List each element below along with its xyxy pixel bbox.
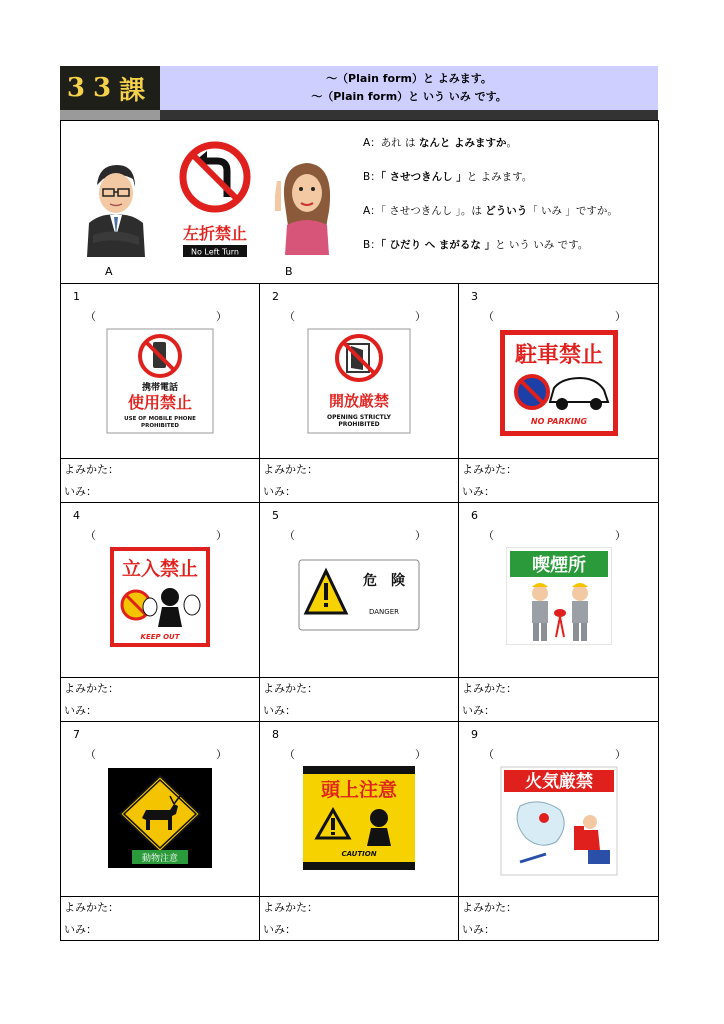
sign-cell-1 bbox=[61, 284, 260, 458]
sign-cell-2 bbox=[260, 284, 459, 458]
sign-label-english: No Left Turn bbox=[191, 247, 239, 257]
sign-number: 3 bbox=[471, 290, 478, 303]
answer-cell-1[interactable] bbox=[61, 459, 260, 502]
meaning-label: いみ： bbox=[64, 704, 97, 717]
paren-close: ） bbox=[216, 529, 227, 542]
lesson-number-box bbox=[60, 66, 160, 110]
lesson-underbar bbox=[60, 110, 160, 120]
answer-row-1 bbox=[61, 459, 658, 503]
meaning-label: いみ： bbox=[462, 923, 495, 936]
paren-open: （ bbox=[85, 529, 96, 542]
sign-row-3 bbox=[61, 722, 658, 897]
answer-row-2 bbox=[61, 678, 658, 722]
reading-label: よみかた： bbox=[462, 463, 517, 476]
sign-cell-4 bbox=[61, 503, 260, 677]
meaning-label: いみ： bbox=[263, 923, 296, 936]
reading-label: よみかた： bbox=[64, 463, 119, 476]
svg-text:USE OF MOBILE PHONE: USE OF MOBILE PHONE bbox=[124, 416, 196, 422]
paren-open: （ bbox=[284, 529, 295, 542]
worksheet-page bbox=[60, 66, 658, 936]
paren-open: （ bbox=[284, 748, 295, 761]
intro-section bbox=[61, 121, 658, 284]
svg-text:NO PARKING: NO PARKING bbox=[530, 417, 587, 426]
answer-row-3 bbox=[61, 897, 658, 940]
meaning-label: いみ： bbox=[64, 485, 97, 498]
answer-cell-3[interactable] bbox=[459, 459, 658, 502]
lesson-kanji: 課 bbox=[119, 75, 154, 106]
paren-close: ） bbox=[615, 310, 626, 323]
label-b: B bbox=[285, 265, 293, 278]
answer-cell-4[interactable] bbox=[61, 678, 260, 721]
sign-text-jp: 喫煙所 bbox=[531, 555, 586, 576]
sign-number: 5 bbox=[272, 509, 279, 522]
sign-text-jp: 使用禁止 bbox=[127, 393, 193, 412]
sign-cell-5 bbox=[260, 503, 459, 677]
paren-close: ） bbox=[615, 529, 626, 542]
svg-text:KEEP OUT: KEEP OUT bbox=[140, 633, 180, 641]
dialogue-line-2: B：「 させつきんし 」と よみます。 bbox=[363, 171, 533, 183]
no-parking-sign bbox=[500, 330, 618, 436]
sign-number: 4 bbox=[73, 509, 80, 522]
meaning-label: いみ： bbox=[263, 704, 296, 717]
sign-number: 8 bbox=[272, 728, 279, 741]
keep-out-sign bbox=[110, 547, 210, 647]
title-line-2: ～（Plain form）と いう いみ です。 bbox=[311, 90, 507, 103]
paren-open: （ bbox=[483, 529, 494, 542]
sign-cell-3 bbox=[459, 284, 658, 458]
answer-cell-2[interactable] bbox=[260, 459, 459, 502]
person-b-illustration bbox=[271, 155, 341, 255]
paren-open: （ bbox=[85, 310, 96, 323]
svg-text:PROHIBITED: PROHIBITED bbox=[338, 421, 380, 428]
svg-text:PROHIBITED: PROHIBITED bbox=[141, 423, 179, 429]
opening-prohibited-sign bbox=[307, 328, 411, 434]
mobile-phone-prohibited-sign bbox=[106, 328, 214, 434]
reading-label: よみかた： bbox=[263, 682, 318, 695]
reading-label: よみかた： bbox=[263, 463, 318, 476]
no-left-turn-sign bbox=[177, 141, 253, 261]
sign-number: 2 bbox=[272, 290, 279, 303]
sign-number: 9 bbox=[471, 728, 478, 741]
reading-label: よみかた： bbox=[462, 682, 517, 695]
answer-cell-9[interactable] bbox=[459, 897, 658, 940]
paren-close: ） bbox=[415, 310, 426, 323]
sign-text-jp: 駐車禁止 bbox=[514, 343, 603, 368]
danger-sign bbox=[298, 559, 420, 631]
paren-close: ） bbox=[216, 310, 227, 323]
sign-number: 6 bbox=[471, 509, 478, 522]
sign-text-jp: 頭上注意 bbox=[320, 779, 398, 801]
answer-cell-7[interactable] bbox=[61, 897, 260, 940]
sign-row-2 bbox=[61, 503, 658, 678]
header bbox=[60, 66, 658, 120]
sign-text-jp: 火気厳禁 bbox=[524, 772, 593, 792]
lesson-number: 33 bbox=[66, 73, 120, 103]
sign-text-jp: 開放厳禁 bbox=[328, 392, 390, 410]
paren-open: （ bbox=[85, 748, 96, 761]
sign-cell-6 bbox=[459, 503, 658, 677]
paren-close: ） bbox=[415, 529, 426, 542]
paren-close: ） bbox=[415, 748, 426, 761]
sign-text-jp: 危 険 bbox=[363, 573, 405, 589]
paren-open: （ bbox=[483, 310, 494, 323]
meaning-label: いみ： bbox=[462, 704, 495, 717]
paren-close: ） bbox=[216, 748, 227, 761]
paren-close: ） bbox=[615, 748, 626, 761]
dialogue-line-1: A：あれ は なんと よみますか。 bbox=[363, 137, 518, 149]
exercise-grid bbox=[60, 120, 659, 941]
svg-text:CAUTION: CAUTION bbox=[341, 850, 377, 858]
sign-cell-9 bbox=[459, 722, 658, 896]
animal-crossing-sign bbox=[108, 768, 212, 868]
svg-text:DANGER: DANGER bbox=[368, 608, 400, 616]
label-a: A bbox=[105, 265, 113, 278]
answer-cell-8[interactable] bbox=[260, 897, 459, 940]
reading-label: よみかた： bbox=[64, 901, 119, 914]
person-a-illustration bbox=[79, 157, 151, 257]
meaning-label: いみ： bbox=[64, 923, 97, 936]
title-box bbox=[160, 66, 658, 110]
answer-cell-6[interactable] bbox=[459, 678, 658, 721]
sign-number: 1 bbox=[73, 290, 80, 303]
sign-row-1 bbox=[61, 284, 658, 459]
paren-open: （ bbox=[284, 310, 295, 323]
no-open-flames-sign bbox=[500, 766, 618, 876]
sign-cell-8 bbox=[260, 722, 459, 896]
sign-text-jp: 立入禁止 bbox=[121, 558, 199, 580]
meaning-label: いみ： bbox=[263, 485, 296, 498]
meaning-label: いみ： bbox=[462, 485, 495, 498]
title-underbar bbox=[160, 110, 658, 120]
smoking-area-sign bbox=[506, 547, 612, 645]
svg-text:OPENING STRICTLY: OPENING STRICTLY bbox=[327, 414, 391, 421]
dialogue-line-4: B：「 ひだり へ まがるな 」と いう いみ です。 bbox=[363, 239, 589, 251]
reading-label: よみかた： bbox=[64, 682, 119, 695]
dialogue bbox=[363, 135, 618, 271]
sign-text-jp: 動物注意 bbox=[141, 854, 179, 864]
title-line-1: ～（Plain form）と よみます。 bbox=[326, 72, 492, 85]
watch-your-head-sign bbox=[303, 766, 415, 870]
answer-cell-5[interactable] bbox=[260, 678, 459, 721]
dialogue-line-3: A：「 させつきんし 」。は どういう「 いみ 」ですか。 bbox=[363, 205, 618, 217]
reading-label: よみかた： bbox=[462, 901, 517, 914]
sign-cell-7 bbox=[61, 722, 260, 896]
sign-number: 7 bbox=[73, 728, 80, 741]
reading-label: よみかた： bbox=[263, 901, 318, 914]
paren-open: （ bbox=[483, 748, 494, 761]
sign-label-kanji: 左折禁止 bbox=[182, 224, 248, 243]
sign-text-small: 携帯電話 bbox=[141, 383, 179, 393]
